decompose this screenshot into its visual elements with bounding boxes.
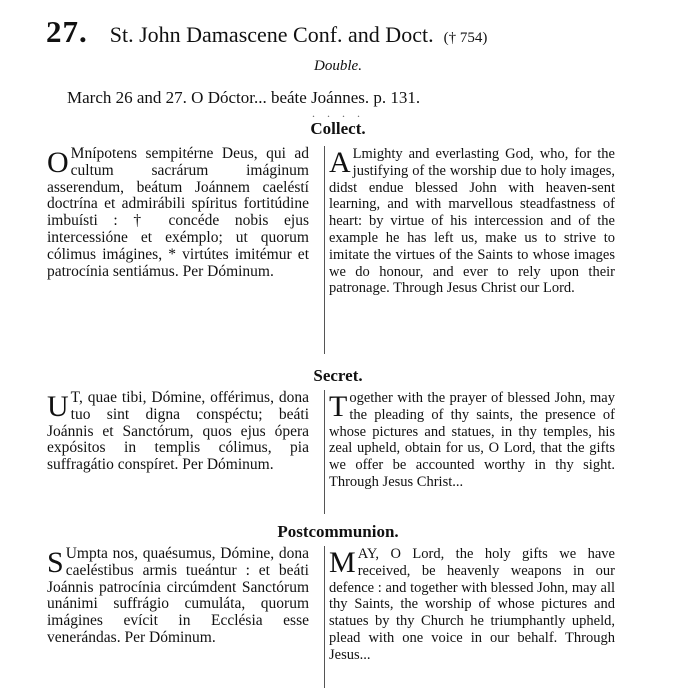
- secret-english: [324, 390, 615, 514]
- section-heading-postcommunion: Postcommunion.: [277, 522, 399, 541]
- feast-title: St. John Damascene Conf. and Doct.: [109, 22, 434, 47]
- postcommunion-latin: [47, 546, 309, 647]
- section-heading-collect: Collect.: [310, 119, 366, 138]
- secret-latin: [47, 390, 309, 474]
- drop-cap: S: [47, 546, 64, 579]
- section-heading-secret: Secret.: [313, 366, 363, 385]
- feast-header: [46, 14, 487, 50]
- postcommunion-english-text: AY, O Lord, the holy gifts we have received, be heavenly weapons in our defence : and together with blessed John, may all thy Saints, the worship of whose pictures and statues by thy Church he triumphantly upheld, plead with one voice in our behalf. Through Jesus...: [329, 546, 615, 663]
- drop-cap: A: [329, 146, 351, 179]
- collect-english: [324, 146, 615, 354]
- feast-number: 27.: [46, 14, 88, 49]
- collect-latin-text: Mnípotens sempitérne Deus, qui ad cultum sacrárum imáginum asserendum, beátum Joánnem caeléstí doctrína et admirábili spíritus fortitúdine imbuísti : † concéde nobis ejus intercessióne et exémplo; ut quorum cólimus imágines, * virtútes imitémur et patrocínia sentiámus. Per Dóminum.: [47, 145, 309, 280]
- drop-cap: U: [47, 390, 69, 423]
- drop-cap: T: [329, 390, 348, 423]
- feast-date: († 754): [443, 30, 488, 46]
- collect-english-text: Lmighty and everlasting God, who, for the justifying of the worship due to holy images, didst endue blessed John with heaven-sent learning, and with marvellous steadfastness of heart: by virtue of his intercession and of the example he has left us, make us to strive to imitate the virtues of the Saints to whose images we do honour, and ever to rely upon their patronage. Through Jesus Christ our Lord.: [329, 146, 615, 297]
- divider-dots: · · · ·: [311, 109, 365, 123]
- feast-rank: Double.: [314, 58, 362, 74]
- secret-latin-text: T, quae tibi, Dómine, offérimus, dona tuo sint digna conspéctu; beáti Joánnis et Sanctórum, quos ejus ópera expósitos in templis cólimus, pia suffragátio conspíret. Per Dóminum.: [47, 389, 309, 474]
- drop-cap: O: [47, 146, 69, 179]
- secret-english-text: ogether with the prayer of blessed John, may the pleading of thy saints, the presence of whose pictures and statues, in thy temples, his zeal upheld, obtain for us, O Lord, that the gifts we offer be accounted worthy in thy sight. Through Jesus Christ...: [329, 390, 615, 490]
- office-reference: March 26 and 27. O Dóctor... beáte Joánnes. p. 131.: [67, 88, 421, 107]
- postcommunion-english: [324, 546, 615, 688]
- collect-latin: [47, 146, 309, 280]
- postcommunion-latin-text: Umpta nos, quaésumus, Dómine, dona caeléstibus armis tueántur : et beáti Joánnis patrocínia circúmdent Sanctórum unánimi suffrágio cumuláta, quorum imágines evícit in Ecclésia esse venerándas. Per Dóminum.: [47, 545, 309, 646]
- drop-cap: M: [329, 546, 356, 579]
